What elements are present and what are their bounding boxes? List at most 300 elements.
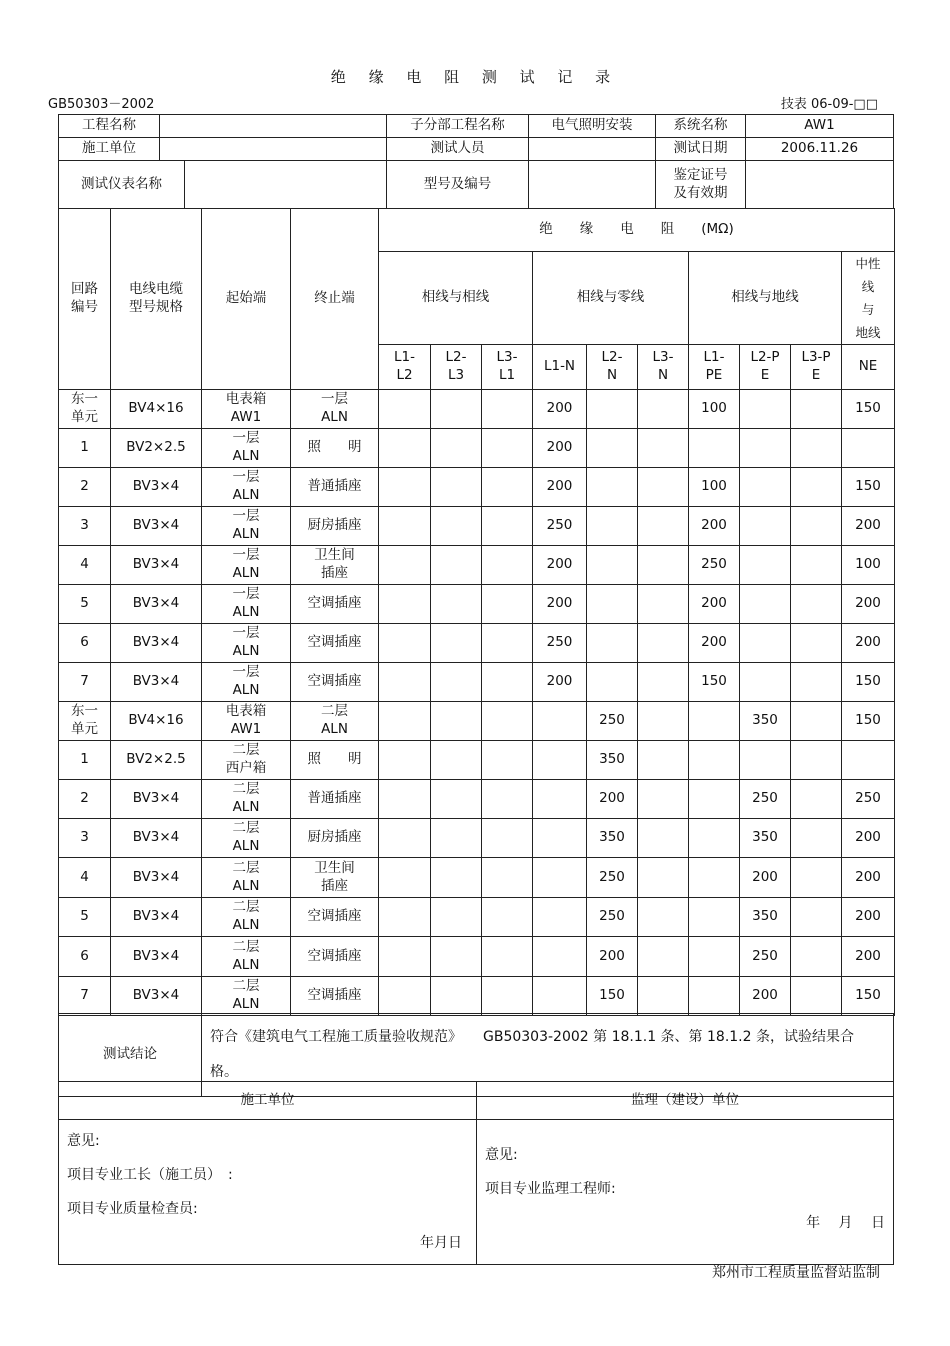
start-point <box>202 819 291 858</box>
resistance-value[interactable] <box>533 819 587 858</box>
resistance-value[interactable] <box>689 819 740 858</box>
resistance-value[interactable]: 250 <box>587 702 638 741</box>
resistance-value[interactable]: 250 <box>842 780 895 819</box>
resistance-value[interactable] <box>431 858 482 898</box>
resistance-value[interactable] <box>379 429 431 468</box>
circuit-no-line2: 单元 <box>71 409 98 425</box>
resistance-value[interactable] <box>638 546 689 585</box>
resistance-value[interactable]: 200 <box>740 858 791 898</box>
resistance-value[interactable]: 250 <box>740 937 791 977</box>
cert-label <box>656 161 746 209</box>
resistance-value[interactable]: 150 <box>842 977 895 1016</box>
start-point-line1: 一层 <box>232 508 260 525</box>
resistance-value[interactable] <box>740 585 791 624</box>
cable-spec-line1: BV3×4 <box>132 595 180 612</box>
resistance-value[interactable] <box>431 429 482 468</box>
resistance-value[interactable] <box>533 977 587 1016</box>
resistance-value[interactable] <box>431 780 482 819</box>
resistance-value[interactable] <box>482 937 533 977</box>
resistance-value[interactable] <box>533 937 587 977</box>
resistance-value[interactable] <box>482 390 533 429</box>
table-row <box>59 468 895 507</box>
resistance-value[interactable] <box>638 390 689 429</box>
resistance-value[interactable] <box>791 507 842 546</box>
resistance-value[interactable] <box>482 977 533 1016</box>
tester-value[interactable] <box>529 138 656 161</box>
sub-header-5-line2: N <box>657 367 669 383</box>
resistance-value[interactable] <box>638 898 689 937</box>
instrument-label: 测试仪表名称 <box>59 161 185 209</box>
start-point-line2: ALN <box>232 877 260 894</box>
cable-spec <box>111 741 202 780</box>
info-table <box>58 114 894 161</box>
resistance-value[interactable] <box>740 429 791 468</box>
table-row <box>59 546 895 585</box>
resistance-value[interactable]: 150 <box>842 468 895 507</box>
resistance-value[interactable]: 200 <box>533 390 587 429</box>
resistance-value[interactable] <box>431 390 482 429</box>
conclusion-label: 测试结论 <box>59 1014 202 1097</box>
resistance-value[interactable] <box>431 624 482 663</box>
contractor-opinion-cell[interactable] <box>59 1120 477 1265</box>
resistance-value[interactable] <box>431 741 482 780</box>
table-row <box>59 977 895 1016</box>
start-point-line1: 一层 <box>232 586 260 603</box>
tester-label: 测试人员 <box>387 138 529 161</box>
resistance-value[interactable] <box>379 898 431 937</box>
start-point <box>202 898 291 937</box>
resistance-value[interactable] <box>689 741 740 780</box>
circuit-header <box>59 209 111 390</box>
resistance-value[interactable] <box>638 624 689 663</box>
resistance-value[interactable] <box>638 741 689 780</box>
start-point <box>202 663 291 702</box>
resistance-value[interactable] <box>740 663 791 702</box>
circuit-no <box>59 390 111 429</box>
system-name-label: 系统名称 <box>656 115 746 138</box>
resistance-value[interactable] <box>791 858 842 898</box>
resistance-value[interactable]: 350 <box>587 819 638 858</box>
resistance-value[interactable]: 200 <box>842 819 895 858</box>
resistance-value[interactable]: 200 <box>533 429 587 468</box>
sub-header-8 <box>791 345 842 390</box>
resistance-value[interactable] <box>482 663 533 702</box>
end-point-line1: 空调插座 <box>307 908 362 925</box>
resistance-value[interactable]: 200 <box>587 780 638 819</box>
resistance-value[interactable] <box>740 546 791 585</box>
system-name-value[interactable]: AW1 <box>746 115 894 138</box>
resistance-value[interactable]: 250 <box>689 546 740 585</box>
resistance-value[interactable] <box>791 390 842 429</box>
resistance-value[interactable] <box>533 741 587 780</box>
cable-spec-line1: BV2×2.5 <box>126 751 186 768</box>
resistance-value[interactable]: 200 <box>533 468 587 507</box>
circuit-no <box>59 507 111 546</box>
resistance-value[interactable] <box>638 429 689 468</box>
resistance-value[interactable] <box>431 546 482 585</box>
resistance-value[interactable] <box>533 780 587 819</box>
resistance-value[interactable] <box>791 780 842 819</box>
resistance-value[interactable] <box>431 898 482 937</box>
sub-project-value[interactable]: 电气照明安装 <box>529 115 656 138</box>
resistance-value[interactable]: 150 <box>587 977 638 1016</box>
resistance-value[interactable] <box>431 702 482 741</box>
instrument-table <box>58 160 894 209</box>
end-point-line1: 一层 <box>321 391 348 408</box>
circuit-no-line1: 东一 <box>71 391 98 408</box>
end-point-line2: 插座 <box>321 565 348 581</box>
resistance-value[interactable] <box>842 429 895 468</box>
resistance-value[interactable] <box>791 702 842 741</box>
resistance-value[interactable]: 200 <box>842 585 895 624</box>
contractor-date: 年月日 <box>420 1235 462 1251</box>
resistance-value[interactable] <box>431 507 482 546</box>
resistance-value[interactable] <box>379 624 431 663</box>
table-row <box>59 507 895 546</box>
table-row <box>59 585 895 624</box>
resistance-value[interactable]: 100 <box>689 468 740 507</box>
resistance-value[interactable]: 200 <box>587 937 638 977</box>
resistance-value[interactable] <box>638 977 689 1016</box>
resistance-value[interactable]: 350 <box>740 898 791 937</box>
resistance-value[interactable]: 250 <box>740 780 791 819</box>
cable-spec-line1: BV2×2.5 <box>126 439 186 456</box>
circuit-no <box>59 819 111 858</box>
cable-spec <box>111 585 202 624</box>
resistance-value[interactable] <box>482 819 533 858</box>
resistance-value[interactable] <box>379 858 431 898</box>
end-point <box>291 390 379 429</box>
resistance-value[interactable]: 350 <box>740 819 791 858</box>
resistance-value[interactable] <box>482 624 533 663</box>
table-row <box>59 624 895 663</box>
cable-spec-line1: BV3×4 <box>132 829 180 846</box>
resistance-value[interactable] <box>638 819 689 858</box>
resistance-value[interactable]: 200 <box>842 858 895 898</box>
start-point-line1: 二层 <box>232 781 260 798</box>
resistance-value[interactable] <box>740 507 791 546</box>
resistance-value[interactable] <box>587 546 638 585</box>
resistance-value[interactable] <box>431 585 482 624</box>
resistance-value[interactable] <box>379 507 431 546</box>
resistance-value[interactable]: 100 <box>842 546 895 585</box>
cable-spec <box>111 898 202 937</box>
cable-spec-line1: BV3×4 <box>132 987 180 1004</box>
sub-header-4-line1: L2- <box>601 349 623 366</box>
circuit-no-line1: 4 <box>80 556 89 573</box>
test-date-label: 测试日期 <box>656 138 746 161</box>
cable-spec <box>111 507 202 546</box>
circuit-no-line1: 东一 <box>71 703 98 720</box>
circuit-no <box>59 702 111 741</box>
resistance-value[interactable] <box>379 663 431 702</box>
ne-header-line3: 与 <box>861 302 875 317</box>
resistance-value[interactable]: 150 <box>842 663 895 702</box>
resistance-value[interactable] <box>740 468 791 507</box>
end-point-line1: 空调插座 <box>307 595 362 612</box>
end-point <box>291 507 379 546</box>
sub-header-7-line1: L2-P <box>750 349 780 366</box>
resistance-value[interactable] <box>379 702 431 741</box>
resistance-value[interactable] <box>638 663 689 702</box>
resistance-value[interactable] <box>791 977 842 1016</box>
cable-spec <box>111 663 202 702</box>
cable-spec <box>111 468 202 507</box>
resistance-value[interactable] <box>791 585 842 624</box>
start-point-line2: ALN <box>232 487 260 503</box>
instrument-value[interactable] <box>185 161 387 209</box>
resistance-value[interactable] <box>431 468 482 507</box>
circuit-no-line1: 3 <box>80 517 89 534</box>
start-point-line1: 一层 <box>232 664 260 681</box>
phase-earth-header: 相线与地线 <box>689 252 842 345</box>
end-point <box>291 741 379 780</box>
circuit-no <box>59 741 111 780</box>
resistance-value[interactable] <box>740 741 791 780</box>
resistance-value[interactable]: 200 <box>689 624 740 663</box>
resistance-value[interactable]: 250 <box>533 507 587 546</box>
start-point <box>202 624 291 663</box>
sub-header-5 <box>638 345 689 390</box>
resistance-value[interactable] <box>482 741 533 780</box>
start-point <box>202 429 291 468</box>
start-point <box>202 585 291 624</box>
resistance-value[interactable] <box>791 741 842 780</box>
table-row <box>59 429 895 468</box>
conclusion-text: 符合《建筑电气工程施工质量验收规范》 GB50303-2002 第 18.1.1 条、第 18.1.2 条，试验结果合格。 <box>202 1014 894 1097</box>
resistance-value[interactable] <box>379 819 431 858</box>
table-row <box>59 858 895 898</box>
cable-spec <box>111 858 202 898</box>
resistance-value[interactable] <box>638 702 689 741</box>
start-point-line2: ALN <box>232 526 260 542</box>
circuit-no-line1: 4 <box>80 868 89 885</box>
end-point-line1: 卫生间 <box>314 859 355 876</box>
resistance-value[interactable] <box>587 663 638 702</box>
cert-label-line2: 及有效期 <box>673 184 728 201</box>
resistance-value[interactable] <box>379 468 431 507</box>
start-point-line1: 一层 <box>232 469 260 486</box>
resistance-value[interactable] <box>431 937 482 977</box>
resistance-value[interactable]: 350 <box>587 741 638 780</box>
insulation-header: 绝 缘 电 阻 (MΩ) <box>379 209 895 252</box>
supervisor-opinion-cell[interactable] <box>477 1120 894 1265</box>
resistance-value[interactable] <box>379 390 431 429</box>
resistance-value[interactable] <box>689 858 740 898</box>
resistance-value[interactable] <box>791 663 842 702</box>
resistance-value[interactable] <box>638 468 689 507</box>
sub-header-4-line2: N <box>606 367 618 383</box>
cable-spec <box>111 702 202 741</box>
start-point-line2: ALN <box>232 604 260 620</box>
resistance-value[interactable] <box>791 937 842 977</box>
resistance-value[interactable] <box>587 429 638 468</box>
resistance-value[interactable] <box>482 898 533 937</box>
circuit-no-line1: 7 <box>80 673 89 690</box>
start-point <box>202 546 291 585</box>
resistance-value[interactable] <box>791 819 842 858</box>
resistance-value[interactable]: 200 <box>842 898 895 937</box>
start-point <box>202 507 291 546</box>
start-point-line2: ALN <box>232 643 260 659</box>
project-name-value[interactable] <box>160 115 387 138</box>
resistance-value[interactable]: 200 <box>533 663 587 702</box>
resistance-value[interactable] <box>689 898 740 937</box>
resistance-value[interactable] <box>689 977 740 1016</box>
resistance-value[interactable]: 200 <box>689 585 740 624</box>
form-title: 绝 缘 电 阻 测 试 记 录 <box>330 68 620 86</box>
resistance-value[interactable]: 250 <box>587 898 638 937</box>
resistance-value[interactable]: 250 <box>587 858 638 898</box>
resistance-value[interactable] <box>740 390 791 429</box>
resistance-value[interactable]: 350 <box>740 702 791 741</box>
resistance-value[interactable] <box>638 585 689 624</box>
resistance-value[interactable]: 100 <box>689 390 740 429</box>
resistance-value[interactable]: 200 <box>740 977 791 1016</box>
resistance-value[interactable] <box>791 624 842 663</box>
resistance-value[interactable] <box>482 468 533 507</box>
resistance-value[interactable] <box>482 702 533 741</box>
resistance-value[interactable] <box>482 507 533 546</box>
sub-header-7-line2: E <box>760 367 770 383</box>
table-row <box>59 780 895 819</box>
circuit-no <box>59 546 111 585</box>
table-row <box>59 741 895 780</box>
sub-header-9-line1: NE <box>858 358 878 375</box>
resistance-value[interactable]: 200 <box>842 624 895 663</box>
signature-table <box>58 1081 894 1265</box>
resistance-value[interactable] <box>689 702 740 741</box>
end-point <box>291 819 379 858</box>
cable-spec <box>111 819 202 858</box>
resistance-value[interactable] <box>431 977 482 1016</box>
resistance-value[interactable]: 150 <box>842 390 895 429</box>
resistance-value[interactable] <box>379 741 431 780</box>
circuit-no <box>59 468 111 507</box>
resistance-value[interactable] <box>587 624 638 663</box>
resistance-value[interactable] <box>689 937 740 977</box>
circuit-no-line1: 7 <box>80 987 89 1004</box>
resistance-value[interactable] <box>379 585 431 624</box>
resistance-value[interactable] <box>689 780 740 819</box>
start-point-line2: ALN <box>232 996 260 1012</box>
start-point-line2: AW1 <box>230 409 262 425</box>
contractor-value[interactable] <box>160 138 387 161</box>
resistance-value[interactable] <box>482 858 533 898</box>
supervisor-sign-header: 监理（建设）单位 <box>477 1082 894 1120</box>
resistance-value[interactable]: 200 <box>689 507 740 546</box>
resistance-value[interactable] <box>587 390 638 429</box>
resistance-value[interactable] <box>638 780 689 819</box>
resistance-value[interactable] <box>482 780 533 819</box>
resistance-value[interactable] <box>689 429 740 468</box>
circuit-no <box>59 898 111 937</box>
resistance-value[interactable]: 150 <box>689 663 740 702</box>
phase-phase-header: 相线与相线 <box>379 252 533 345</box>
supervisor-engineer-label: 项目专业监理工程师: <box>485 1181 616 1197</box>
end-point <box>291 429 379 468</box>
start-point <box>202 780 291 819</box>
start-point-line2: ALN <box>232 917 260 933</box>
resistance-value[interactable]: 200 <box>842 507 895 546</box>
start-point-line1: 一层 <box>232 625 260 642</box>
end-point-line1: 照 明 <box>307 751 362 768</box>
resistance-value[interactable] <box>638 858 689 898</box>
sub-header-3 <box>533 345 587 390</box>
resistance-value[interactable] <box>431 663 482 702</box>
resistance-value[interactable] <box>740 624 791 663</box>
test-date-value[interactable]: 2006.11.26 <box>746 138 894 161</box>
resistance-value[interactable] <box>431 819 482 858</box>
cert-value[interactable] <box>746 161 894 209</box>
resistance-value[interactable]: 200 <box>533 546 587 585</box>
resistance-value[interactable]: 200 <box>533 585 587 624</box>
circuit-no-line1: 6 <box>80 634 89 651</box>
circuit-no-line1: 5 <box>80 595 89 612</box>
resistance-value[interactable] <box>791 898 842 937</box>
resistance-value[interactable]: 200 <box>842 937 895 977</box>
end-point-line1: 空调插座 <box>307 673 362 690</box>
start-point-line1: 一层 <box>232 547 260 564</box>
resistance-value[interactable] <box>533 702 587 741</box>
cable-header-line1: 电线电缆 <box>129 281 183 298</box>
form-code: 技表 06-09-□□ <box>780 97 878 112</box>
resistance-value[interactable] <box>482 429 533 468</box>
resistance-value[interactable] <box>638 507 689 546</box>
resistance-value[interactable] <box>482 585 533 624</box>
cable-spec-line1: BV3×4 <box>132 673 180 690</box>
resistance-value[interactable] <box>587 585 638 624</box>
resistance-value[interactable] <box>842 741 895 780</box>
cable-spec <box>111 780 202 819</box>
resistance-value[interactable] <box>379 937 431 977</box>
end-point <box>291 585 379 624</box>
contractor-opinion-label: 意见: <box>67 1133 100 1149</box>
start-point <box>202 702 291 741</box>
sub-header-2-line2: L1 <box>498 367 516 383</box>
resistance-value[interactable] <box>791 468 842 507</box>
circuit-no-line1: 2 <box>80 790 89 807</box>
end-point <box>291 780 379 819</box>
cable-spec-line1: BV3×4 <box>132 790 180 807</box>
start-point-line1: 二层 <box>232 899 260 916</box>
start-point-line2: ALN <box>232 565 260 581</box>
sub-header-5-line1: L3- <box>652 349 674 366</box>
resistance-value[interactable] <box>379 780 431 819</box>
start-point-line2: AW1 <box>230 721 262 737</box>
resistance-value[interactable] <box>791 429 842 468</box>
resistance-value[interactable] <box>587 468 638 507</box>
start-point <box>202 977 291 1016</box>
resistance-value[interactable] <box>638 937 689 977</box>
circuit-no <box>59 624 111 663</box>
resistance-value[interactable] <box>587 507 638 546</box>
resistance-value[interactable] <box>791 546 842 585</box>
resistance-value[interactable]: 150 <box>842 702 895 741</box>
start-point-line1: 一层 <box>232 430 260 447</box>
resistance-value[interactable] <box>533 898 587 937</box>
circuit-header-line2: 编号 <box>71 299 98 315</box>
resistance-value[interactable] <box>482 546 533 585</box>
resistance-value[interactable] <box>379 977 431 1016</box>
model-value[interactable] <box>529 161 656 209</box>
start-point-line1: 二层 <box>232 859 260 876</box>
resistance-value[interactable] <box>379 546 431 585</box>
sub-header-2-line1: L3- <box>496 349 518 366</box>
supervisor-date: 年 月 日 <box>806 1215 885 1231</box>
resistance-value[interactable] <box>533 858 587 898</box>
resistance-value[interactable]: 250 <box>533 624 587 663</box>
